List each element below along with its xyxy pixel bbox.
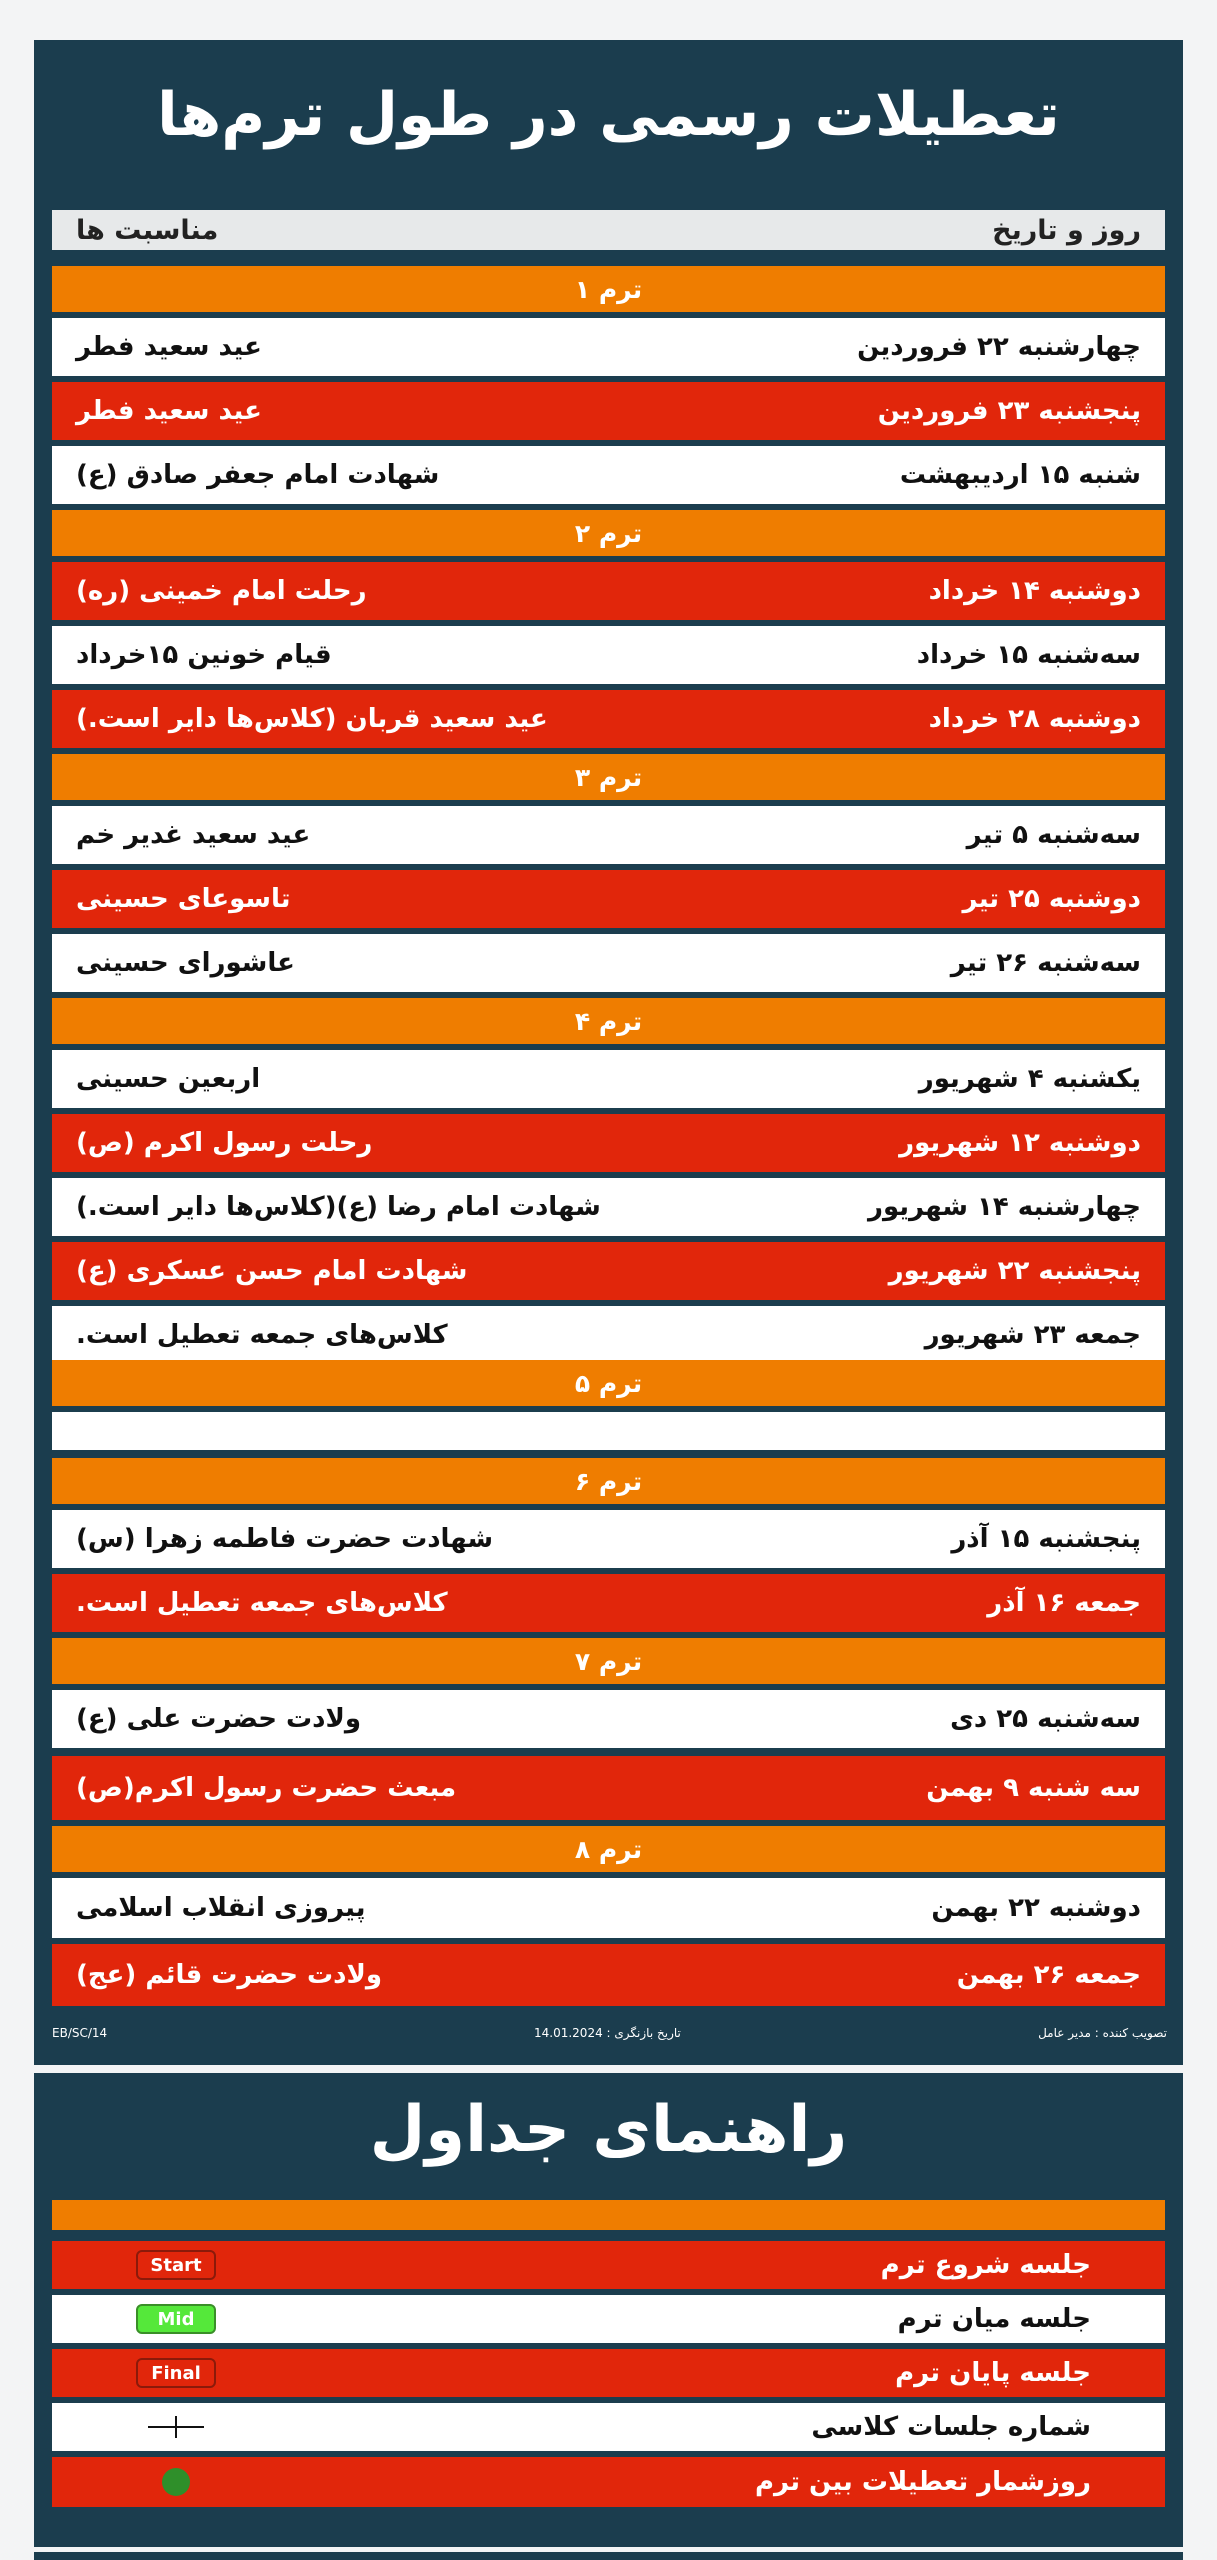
row-occasion: شهادت امام جعفر صادق (ع)	[76, 460, 440, 490]
row-date: چهارشنبه ۱۴ شهریور	[868, 1192, 1141, 1222]
occasion-column-header: مناسبت ها	[76, 214, 219, 246]
row-date: دوشنبه ۲۸ خرداد	[928, 704, 1141, 734]
row-occasion: شهادت امام رضا (ع)(کلاس‌ها دایر است.)	[76, 1192, 601, 1222]
row-date: پنجشنبه ۱۵ آذر	[951, 1524, 1141, 1554]
row-date: دوشنبه ۱۴ خرداد	[928, 576, 1141, 606]
row-date: چهارشنبه ۲۲ فروردین	[857, 332, 1141, 362]
legend-orange-bar	[52, 2200, 1165, 2230]
table-row	[52, 934, 1165, 992]
row-occasion: رحلت امام خمینی (ره)	[76, 576, 367, 606]
table-row	[52, 1114, 1165, 1172]
table-row	[52, 382, 1165, 440]
row-occasion: پیروزی انقلاب اسلامی	[76, 1893, 366, 1923]
row-date: جمعه ۲۶ بهمن	[956, 1960, 1141, 1990]
footer-approver: تصویب کننده : مدیر عامل	[1038, 2026, 1167, 2040]
table-row	[52, 562, 1165, 620]
row-occasion: عید سعید فطر	[76, 396, 262, 426]
table-row	[52, 870, 1165, 928]
row-occasion: مبعث حضرت رسول اکرم(ص)	[76, 1773, 457, 1803]
table-row	[52, 446, 1165, 504]
row-occasion: شهادت حضرت فاطمه زهرا (س)	[76, 1524, 494, 1554]
session-tick-icon	[148, 2416, 204, 2438]
row-occasion: رحلت رسول اکرم (ص)	[76, 1128, 373, 1158]
legend-label: جلسه شروع ترم	[880, 2250, 1091, 2280]
table-row	[52, 318, 1165, 376]
term-header: ترم ۵	[52, 1360, 1165, 1406]
table-row	[52, 1756, 1165, 1820]
row-date: دوشنبه ۲۵ تیر	[962, 884, 1141, 914]
mid-badge: Mid	[136, 2304, 216, 2334]
row-occasion: اربعین حسینی	[76, 1064, 261, 1094]
row-date: دوشنبه ۲۲ بهمن	[931, 1893, 1141, 1923]
row-occasion: عید سعید فطر	[76, 332, 262, 362]
table-row	[52, 1690, 1165, 1748]
term-header: ترم ۸	[52, 1826, 1165, 1872]
row-date: پنجشنبه ۲۲ شهریور	[888, 1256, 1141, 1286]
term-header: ترم ۱	[52, 266, 1165, 312]
term-header: ترم ۴	[52, 998, 1165, 1044]
holidays-panel	[34, 40, 1183, 2065]
legend-label: شماره جلسات کلاسی	[811, 2412, 1091, 2442]
table-header	[52, 210, 1165, 250]
table-row	[52, 1574, 1165, 1632]
legend-item-session-number	[52, 2403, 1165, 2451]
row-date: یکشنبه ۴ شهریور	[918, 1064, 1141, 1094]
legend-label: روزشمار تعطیلات بین ترم	[755, 2467, 1091, 2497]
legend-item-final	[52, 2349, 1165, 2397]
green-dot-icon	[162, 2468, 190, 2496]
table-row	[52, 806, 1165, 864]
term-header: ترم ۷	[52, 1638, 1165, 1684]
bottom-strip	[34, 2552, 1183, 2560]
final-badge: Final	[136, 2358, 216, 2388]
empty-row	[52, 1412, 1165, 1450]
row-occasion: عاشورای حسینی	[76, 948, 295, 978]
table-row	[52, 1878, 1165, 1938]
row-occasion: تاسوعای حسینی	[76, 884, 291, 914]
row-occasion: ولادت حضرت قائم (عج)	[76, 1960, 383, 1990]
table-row	[52, 1050, 1165, 1108]
table-row	[52, 626, 1165, 684]
row-date: سه‌شنبه ۵ تیر	[966, 820, 1141, 850]
table-row	[52, 1944, 1165, 2006]
row-date: سه شنبه ۹ بهمن	[926, 1773, 1141, 1803]
row-date: سه‌شنبه ۱۵ خرداد	[916, 640, 1141, 670]
row-date: شنبه ۱۵ اردیبهشت	[899, 460, 1141, 490]
footer-document-code: EB/SC/14	[52, 2026, 108, 2040]
table-row	[52, 1510, 1165, 1568]
row-date: سه‌شنبه ۲۵ دی	[950, 1704, 1141, 1734]
row-date: سه‌شنبه ۲۶ تیر	[950, 948, 1141, 978]
row-occasion: ولادت حضرت علی (ع)	[76, 1704, 362, 1734]
table-row	[52, 1242, 1165, 1300]
row-occasion: قیام خونین ۱۵خرداد	[76, 640, 332, 670]
page-title: تعطیلات رسمی در طول ترم‌ها	[157, 80, 1060, 150]
row-occasion: عید سعید قربان (کلاس‌ها دایر است.)	[76, 704, 548, 734]
row-occasion: شهادت امام حسن عسکری (ع)	[76, 1256, 468, 1286]
row-occasion: کلاس‌های جمعه تعطیل است.	[76, 1588, 448, 1618]
row-occasion: عید سعید غدیر خم	[76, 820, 311, 850]
row-date: دوشنبه ۱۲ شهریور	[899, 1128, 1141, 1158]
start-badge: Start	[136, 2250, 216, 2280]
table-row	[52, 690, 1165, 748]
row-occasion: کلاس‌های جمعه تعطیل است.	[76, 1320, 448, 1350]
row-date: جمعه ۱۶ آذر	[987, 1588, 1141, 1618]
legend-item-mid	[52, 2295, 1165, 2343]
legend-label: جلسه پایان ترم	[895, 2358, 1091, 2388]
row-date: پنجشنبه ۲۳ فروردین	[877, 396, 1141, 426]
term-header: ترم ۲	[52, 510, 1165, 556]
table-row	[52, 1178, 1165, 1236]
legend-label: جلسه میان ترم	[897, 2304, 1091, 2334]
table-row	[52, 1306, 1165, 1364]
term-header: ترم ۳	[52, 754, 1165, 800]
legend-item-start	[52, 2241, 1165, 2289]
footer-revision-date: تاریخ بازنگری : 14.01.2024	[534, 2026, 681, 2040]
term-header: ترم ۶	[52, 1458, 1165, 1504]
date-column-header: روز و تاریخ	[992, 214, 1141, 246]
legend-title: راهنمای جداول	[369, 2093, 848, 2167]
row-date: جمعه ۲۳ شهریور	[924, 1320, 1141, 1350]
legend-item-break-countdown	[52, 2457, 1165, 2507]
